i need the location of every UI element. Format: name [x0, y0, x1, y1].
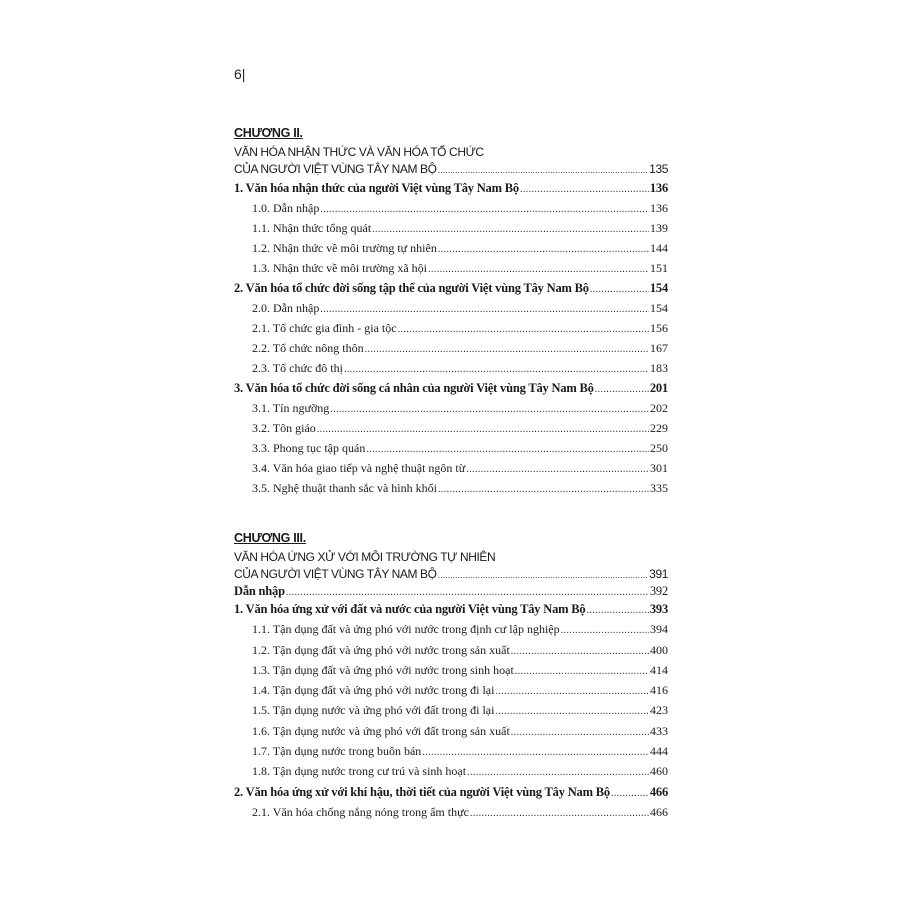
entry-title: 1.4. Tận dụng đất và ứng phó với nước trong đi lại: [252, 683, 495, 698]
entry-title: 3. Văn hóa tổ chức đời sống cá nhân của người Việt vùng Tây Nam Bộ: [234, 381, 594, 395]
toc-entry: [234, 700, 668, 720]
dot-leader: [398, 320, 649, 338]
dot-leader: [515, 662, 649, 680]
page-ref: 201: [649, 381, 668, 395]
toc-entry: [234, 438, 668, 458]
toc-entry: [234, 198, 668, 218]
page-ref: 135: [649, 162, 668, 176]
dot-leader: [366, 440, 649, 458]
toc-entry: [234, 802, 668, 822]
toc-entry: [234, 338, 668, 358]
entry-title: 2.1. Tổ chức gia đình - gia tộc: [252, 321, 397, 335]
page-ref: 151: [650, 261, 668, 275]
toc-entry: [234, 358, 668, 378]
page-ref: 156: [650, 321, 668, 335]
dot-leader: [511, 723, 649, 741]
entry-title: Dẫn nhập: [234, 584, 285, 598]
page-ref: 391: [649, 567, 668, 581]
dot-leader: [344, 360, 649, 378]
entry-title: 1.8. Tận dụng nước trong cư trú và sinh hoạt: [252, 764, 467, 779]
dot-leader: [286, 585, 649, 599]
entry-title: 3.2. Tôn giáo: [252, 421, 316, 435]
page-ref: 144: [650, 241, 668, 255]
entry-title: 2.3. Tổ chức đô thị: [252, 361, 343, 375]
entry-title: 1.3. Nhận thức về môi trường xã hội: [252, 261, 427, 275]
chapter-ii: [234, 125, 668, 498]
dot-leader: [422, 743, 649, 761]
page-ref: 167: [650, 341, 668, 355]
page-ref: 460: [650, 764, 668, 779]
dot-leader: [590, 280, 649, 298]
chapter-label: CHƯƠNG III.: [234, 531, 306, 545]
dot-leader: [330, 400, 649, 418]
page-ref: 301: [650, 461, 668, 475]
toc-entry: [234, 782, 668, 802]
entry-title: 2.0. Dẫn nhập: [252, 301, 320, 315]
entry-title: 1.1. Nhận thức tổng quát: [252, 221, 372, 235]
chapter-title-line-2: CỦA NGƯỜI VIỆT VÙNG TÂY NAM BỘ: [234, 162, 437, 176]
entry-title: 3.1. Tín ngưỡng: [252, 401, 330, 415]
page-ref: 136: [649, 181, 668, 195]
toc-entry: [234, 218, 668, 238]
toc-entry: [234, 458, 668, 478]
chapter-iii: [234, 530, 668, 822]
page-ref: 154: [649, 281, 668, 295]
toc-entry: [234, 398, 668, 418]
entry-title: 1.1. Tận dụng đất và ứng phó với nước trong định cư lập nghiệp: [252, 622, 560, 637]
entry-title: 2. Văn hóa tổ chức đời sống tập thể của người Việt vùng Tây Nam Bộ: [234, 281, 589, 295]
page-ref: 136: [650, 201, 668, 215]
toc-entry: [234, 599, 668, 619]
dot-leader: [520, 180, 649, 198]
entry-title: 1.7. Tận dụng nước trong buôn bán: [252, 744, 422, 759]
dot-leader: [438, 480, 649, 498]
entry-title: 1.2. Tận dụng đất và ứng phó với nước trong sản xuất: [252, 642, 510, 657]
entry-title: 1.5. Tận dụng nước và ứng phó với đất trong đi lại: [252, 703, 495, 718]
chapter-title-line-2: CỦA NGƯỜI VIỆT VÙNG TÂY NAM BỘ: [234, 567, 437, 581]
dot-leader: [467, 763, 649, 781]
dot-leader: [466, 460, 649, 478]
page-number: 6|: [234, 66, 246, 82]
page-ref: 466: [650, 804, 668, 819]
toc-entry: [234, 278, 668, 298]
dot-leader: [495, 702, 649, 720]
entry-title: 3.4. Văn hóa giao tiếp và nghệ thuật ngôn từ: [252, 461, 466, 475]
toc-entry: [234, 619, 668, 639]
dot-leader: [470, 804, 649, 822]
page-ref: 139: [650, 221, 668, 235]
toc-entry: [234, 478, 668, 498]
dot-leader: [611, 784, 649, 802]
entry-title: 1.6. Tận dụng nước và ứng phó với đất trong sản xuất: [252, 723, 510, 738]
entry-title: 1. Văn hóa ứng xử với đất và nước của người Việt vùng Tây Nam Bộ: [234, 602, 586, 616]
page-ref: 466: [649, 784, 668, 799]
dot-leader: [438, 567, 649, 583]
toc-entry: [234, 238, 668, 258]
entry-title: 1.0. Dẫn nhập: [252, 201, 320, 215]
dot-leader: [495, 682, 649, 700]
dot-leader: [586, 601, 648, 619]
page-ref: 444: [650, 744, 668, 759]
page-ref: 394: [650, 622, 668, 637]
toc-entry: [234, 660, 668, 680]
entry-title: 1.2. Nhận thức về môi trường tự nhiên: [252, 241, 437, 255]
page-ref: 416: [650, 683, 668, 698]
entry-title: 1. Văn hóa nhận thức của người Việt vùng Tây Nam Bộ: [234, 181, 519, 195]
toc-entry: [234, 741, 668, 761]
dot-leader: [595, 380, 649, 398]
dot-leader: [320, 300, 649, 318]
toc-entry: [234, 178, 668, 198]
toc-entry: [234, 640, 668, 660]
dot-leader: [320, 200, 649, 218]
page-ref: 414: [650, 662, 668, 677]
entry-title: 1.3. Tận dụng đất và ứng phó với nước trong sinh hoạt: [252, 662, 514, 677]
toc-entry: [234, 418, 668, 438]
dot-leader: [372, 220, 649, 238]
chapter-title-row: [234, 566, 668, 583]
toc-entry: [234, 583, 668, 599]
chapter-title-line-1: VĂN HÓA ỨNG XỬ VỚI MÔI TRƯỜNG TỰ NHIÊN: [234, 550, 496, 564]
toc-entry: [234, 258, 668, 278]
toc-entry: [234, 680, 668, 700]
page-ref: 393: [649, 602, 668, 616]
dot-leader: [428, 260, 649, 278]
page-ref: 154: [650, 301, 668, 315]
dot-leader: [511, 642, 649, 660]
dot-leader: [438, 240, 649, 258]
toc-entry: [234, 761, 668, 781]
chapter-title-row: [234, 161, 668, 178]
page-ref: 392: [649, 584, 668, 598]
entry-title: 3.5. Nghệ thuật thanh sắc và hình khối: [252, 481, 437, 495]
page-ref: 423: [650, 703, 668, 718]
chapter-label: CHƯƠNG II.: [234, 126, 303, 140]
toc-entry: [234, 298, 668, 318]
page-ref: 400: [650, 642, 668, 657]
page-ref: 335: [650, 481, 668, 495]
chapter-title-line-1: VĂN HÓA NHẬN THỨC VÀ VĂN HÓA TỔ CHỨC: [234, 145, 484, 159]
dot-leader: [365, 340, 649, 358]
page-ref: 250: [650, 441, 668, 455]
toc-entry: [234, 318, 668, 338]
entry-title: 2.2. Tổ chức nông thôn: [252, 341, 364, 355]
entry-title: 3.3. Phong tục tập quán: [252, 441, 366, 455]
dot-leader: [438, 162, 649, 178]
entry-title: 2. Văn hóa ứng xử với khí hậu, thời tiết của người Việt vùng Tây Nam Bộ: [234, 784, 610, 799]
entry-title: 2.1. Văn hóa chống nắng nóng trong ẩm thực: [252, 804, 469, 819]
page-ref: 183: [650, 361, 668, 375]
page-ref: 433: [650, 723, 668, 738]
dot-leader: [317, 420, 649, 438]
page-ref: 229: [650, 421, 668, 435]
dot-leader: [561, 621, 649, 639]
toc-entry: [234, 721, 668, 741]
page-ref: 202: [650, 401, 668, 415]
toc-entry: [234, 378, 668, 398]
